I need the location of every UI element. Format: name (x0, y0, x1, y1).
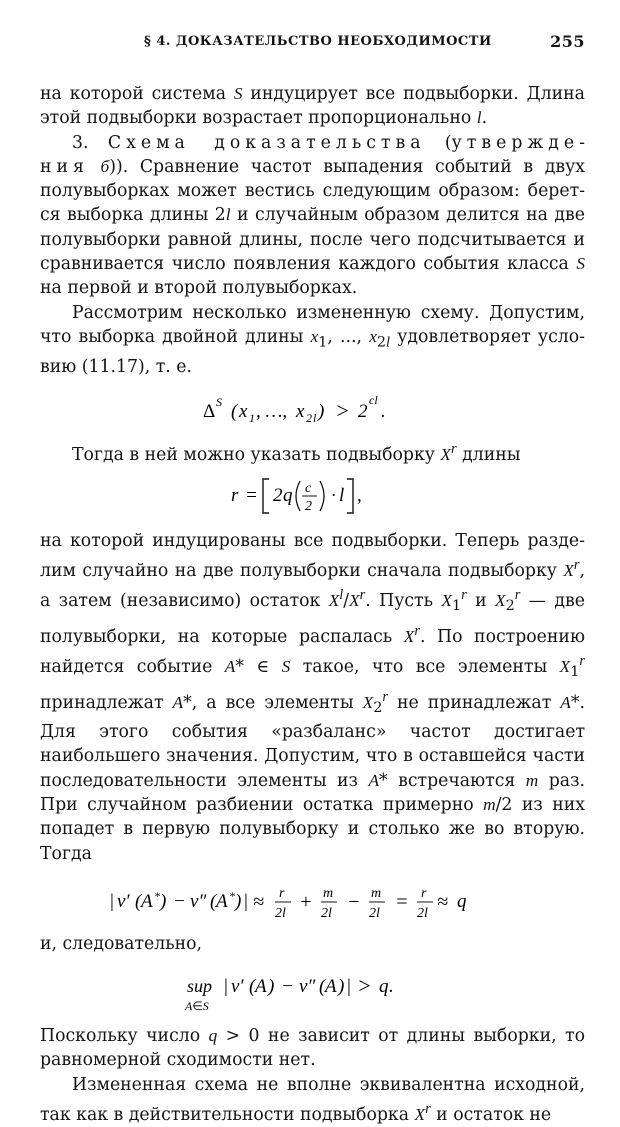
svg-text:(: ( (318, 976, 325, 998)
formula-4 (40, 966, 585, 1016)
svg-text:): ) (337, 976, 344, 998)
svg-text:(: ( (248, 976, 255, 998)
paragraph-7: Поскольку число q > 0 не зависит от длины выборки, то равномерной сходимости нет. (40, 1026, 585, 1071)
svg-text:2: 2 (305, 411, 312, 426)
svg-text:sup: sup (186, 976, 212, 997)
svg-text:|: | (242, 890, 248, 912)
svg-text:ν″: ν″ (189, 890, 206, 912)
formula-4-svg (173, 966, 453, 1016)
svg-text:q: q (378, 976, 388, 998)
formula-3 (40, 878, 585, 924)
svg-text:q: q (456, 890, 466, 912)
svg-text:≈: ≈ (436, 890, 448, 913)
svg-text:1: 1 (248, 411, 255, 426)
svg-text:≈: ≈ (252, 890, 264, 913)
svg-text:A: A (140, 890, 153, 912)
svg-text:r: r (230, 485, 238, 507)
paragraph-8: Измененная схема не вполне эквивалентна исходной, так как в действительности подвыборка $X^r$ и остаток не (40, 1074, 585, 1125)
svg-text:|: | (108, 890, 114, 912)
svg-text:2l: 2l (320, 905, 332, 921)
formula-1-svg (183, 393, 443, 425)
svg-text:*: * (153, 888, 160, 903)
svg-text:|: | (345, 976, 351, 998)
svg-text:c: c (304, 481, 311, 497)
svg-text:ν′: ν′ (230, 976, 244, 998)
svg-text:=: = (244, 485, 258, 507)
svg-text:*: * (228, 888, 235, 903)
svg-text:q: q (282, 485, 292, 507)
svg-text:ν′: ν′ (116, 890, 130, 912)
svg-text:(: ( (209, 890, 216, 912)
svg-text:): ) (317, 401, 324, 423)
svg-text:2: 2 (304, 499, 312, 515)
svg-text:cl: cl (368, 393, 378, 408)
svg-text:2: 2 (357, 401, 367, 423)
svg-text:A: A (254, 976, 267, 998)
svg-text:x: x (295, 401, 304, 423)
svg-text:(: ( (230, 401, 237, 423)
paragraph-4: Тогда в ней можно указать подвыборку $X^r$ длины (72, 441, 521, 465)
running-header (40, 30, 585, 54)
svg-text:Δ: Δ (202, 401, 215, 423)
svg-text:A: A (324, 976, 337, 998)
paragraph-1: на которой система S индуцирует все подвыборки. Длина этой подвыборки возрастает пропорционально l. (40, 84, 585, 129)
svg-text:.: . (388, 976, 394, 998)
svg-text:>: > (334, 398, 350, 424)
paragraph-2: 3. Схема доказательства (утверждения б)). Сравнение частот выпадения событий в двух полувыборках может вестись следующим образом: берется выборка длины 2l и случайным образом делится на две полувыборки равной длины, после чего подсчитывается и сравнивается число появления каждого события класса S на первой и второй полувыборках. (40, 132, 585, 299)
svg-text:x: x (238, 401, 247, 423)
svg-text:2l: 2l (274, 905, 286, 921)
svg-text:(: ( (134, 890, 141, 912)
svg-text:2: 2 (272, 485, 282, 507)
svg-text:l: l (338, 485, 344, 507)
formula-2 (40, 473, 585, 519)
svg-text:=: = (394, 890, 408, 913)
paragraph-6: и, следовательно, (40, 933, 203, 954)
svg-text:ν″: ν″ (298, 976, 315, 998)
formula-1 (40, 393, 585, 425)
section-title: § 4. ДОКАЗАТЕЛЬСТВО НЕОБХОДИМОСТИ (144, 34, 492, 49)
svg-text:2l: 2l (368, 905, 380, 921)
svg-text:r: r (420, 885, 426, 901)
formula-2-svg (203, 473, 423, 519)
paragraph-5: на которой индуцированы все подвыборки. Теперь разделим случайно на две полувыборки сначала подвыборку $X^r$, а затем (независимо) остаток $X^l/X^r$. Пусть $X_1^r$ и $X_2^r$ — две полувыборки, на которые распалась $X^r$. По построению найдется событие A* ∈ S такое, что все элементы $X_1^r$ принадлежат A*, а все элементы $X_2^r$ не принадлежат A*. Для этого события «разбаланс» частот достигает наибольшего значения. Допустим, что в оставшейся части последовательности элементы из A* встречаются m раз. При случайном разбиении остатка примерно m/2 из них попадет в первую полувыборку и столько же во вторую. Тогда (40, 531, 585, 864)
svg-text:·: · (330, 485, 336, 507)
formula-3-svg (93, 878, 533, 924)
svg-text:r: r (278, 885, 284, 901)
svg-text:, …,: , …, (255, 401, 287, 423)
svg-text:m: m (322, 885, 333, 901)
svg-text:−: − (172, 890, 186, 912)
page-number: 255 (550, 32, 585, 51)
svg-text:A: A (215, 890, 228, 912)
svg-text:2l: 2l (416, 905, 428, 921)
svg-text:|: | (222, 976, 228, 998)
paragraph-3: Рассмотрим несколько измененную схему. Допустим, что выборка двойной длины $x_1$, ..., $x_{2l}$ удовлетворяет условию (11.17), т. е. (40, 302, 586, 377)
svg-text:−: − (280, 976, 294, 998)
svg-text:−: − (346, 890, 360, 913)
svg-text:>: > (356, 973, 372, 999)
svg-text:+: + (298, 890, 312, 913)
svg-text:.: . (380, 401, 386, 423)
svg-text:S: S (215, 395, 222, 410)
page-body (40, 82, 585, 1127)
svg-text:l: l (312, 411, 316, 426)
svg-text:): ) (234, 890, 241, 912)
svg-text:m: m (370, 885, 381, 901)
svg-text:A∈S: A∈S (184, 999, 209, 1014)
svg-text:,: , (356, 485, 362, 507)
svg-text:): ) (159, 890, 166, 912)
svg-text:): ) (267, 976, 274, 998)
